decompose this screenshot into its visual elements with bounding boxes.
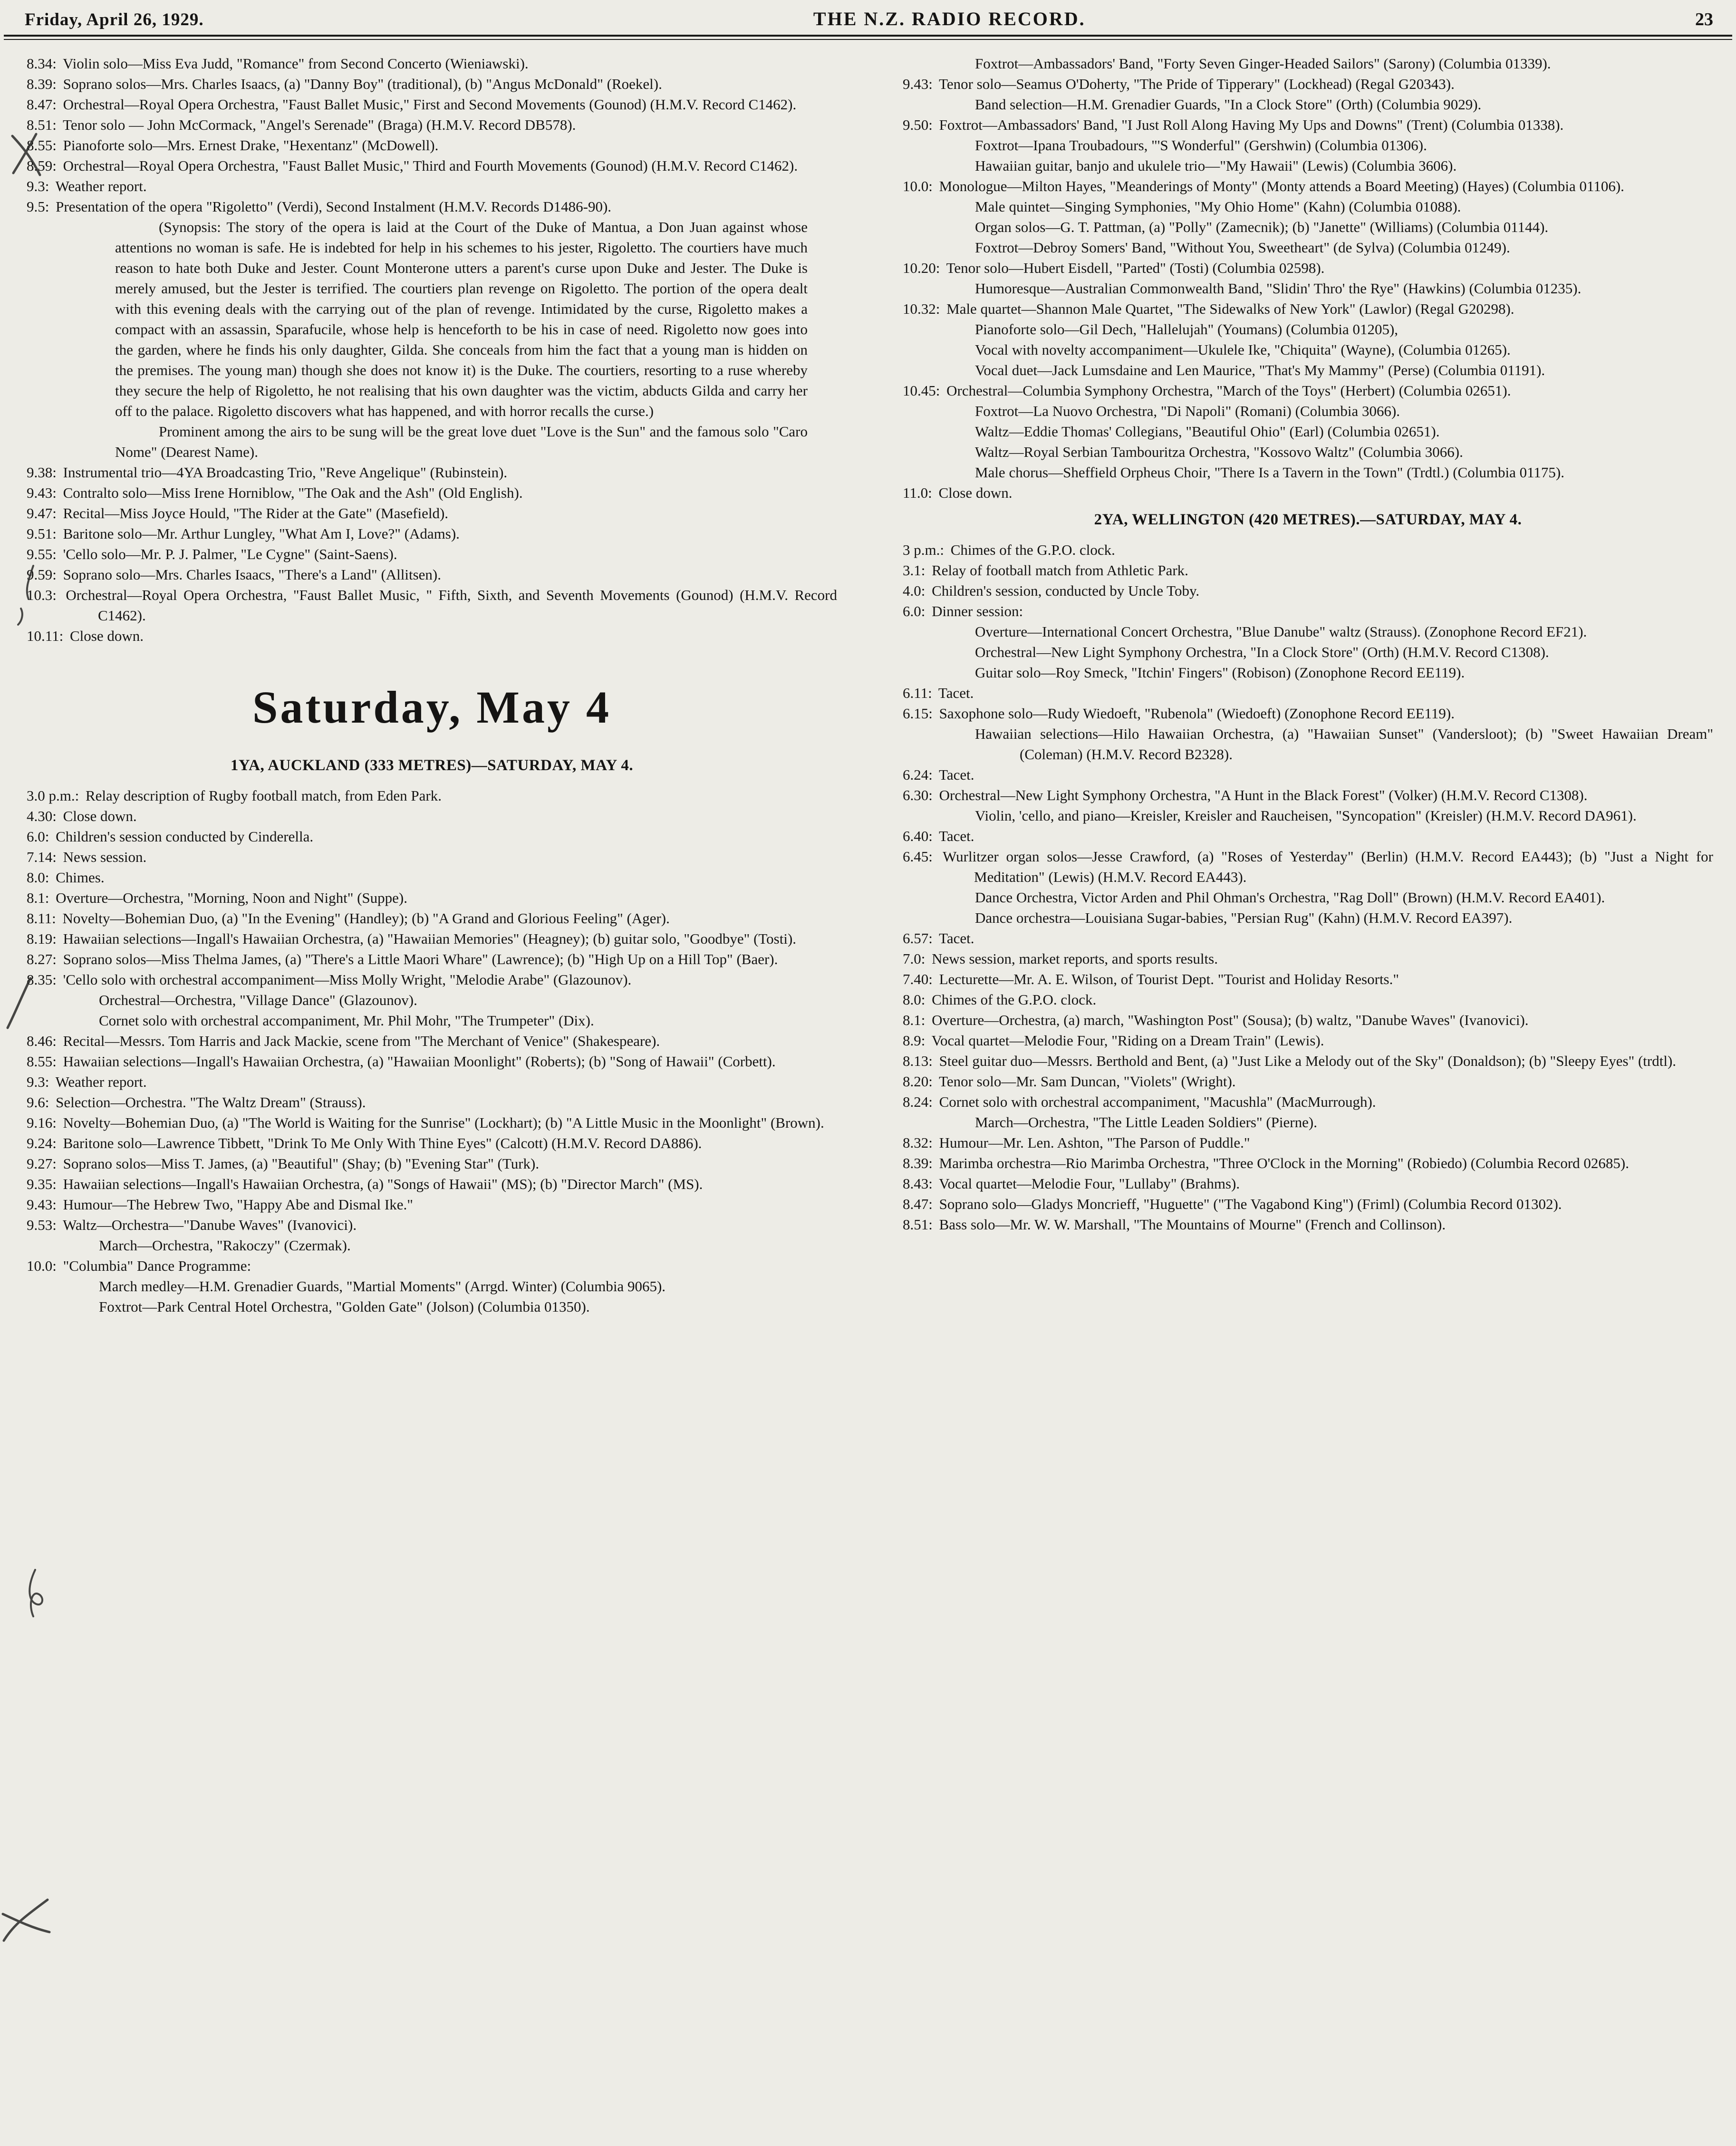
- entry-text: Bass solo—Mr. W. W. Marshall, "The Mountains of Mourne" (French and Collinson).: [939, 1216, 1446, 1233]
- left-column: [27, 53, 837, 1317]
- entry-time: 6.40:: [903, 828, 933, 844]
- entry-time: 8.59:: [27, 157, 57, 174]
- entry-time: 3 p.m.:: [903, 541, 944, 558]
- entry-text: Children's session, conducted by Uncle Toby.: [932, 582, 1200, 599]
- entry-time: 8.0:: [27, 869, 49, 886]
- programme-entry: [27, 155, 837, 176]
- entry-time: 9.43:: [27, 484, 57, 501]
- entry-text: "Columbia" Dance Programme:: [63, 1257, 251, 1274]
- programme-entry: [903, 74, 1713, 94]
- entry-text: Violin, 'cello, and piano—Kreisler, Kreisler and Raucheisen, "Syncopation" (Kreisler) (H.M.V. Record DA961).: [975, 807, 1637, 824]
- entry-text: Children's session conducted by Cinderella.: [56, 828, 314, 845]
- programme-entry: [27, 1194, 837, 1215]
- entry-time: 9.6:: [27, 1094, 49, 1111]
- masthead: [0, 0, 1736, 35]
- entry-text: Vocal with novelty accompaniment—Ukulele Ike, "Chiquita" (Wayne), (Columbia 01265).: [975, 341, 1511, 358]
- entry-text: News session.: [63, 849, 147, 865]
- entry-text: March—Orchestra, "The Little Leaden Soldiers" (Pierne).: [975, 1114, 1317, 1131]
- entry-time: 6.57:: [903, 930, 933, 947]
- header-rule-thick: [4, 35, 1732, 37]
- programme-entry: [115, 421, 808, 462]
- entry-text: Cornet solo with orchestral accompaniment, "Macushla" (MacMurrough).: [939, 1093, 1376, 1110]
- entry-time: 10.0:: [903, 178, 933, 194]
- programme-entry: [27, 74, 837, 94]
- page-number: 23: [1695, 10, 1713, 29]
- entry-text: Foxtrot—Debroy Somers' Band, "Without You, Sweetheart" (de Sylva) (Columbia 01249).: [975, 239, 1510, 256]
- programme-entry: [27, 1133, 837, 1153]
- entry-text: Prominent among the airs to be sung will be the great love duet "Love is the Sun" and the famous solo "Caro Nome" (Dearest Name).: [115, 423, 808, 460]
- programme-entry: [27, 1112, 837, 1133]
- entry-text: Relay of football match from Athletic Park.: [932, 562, 1188, 579]
- programme-entry: [903, 483, 1713, 503]
- programme-entry: [903, 683, 1713, 703]
- programme-entry: [903, 339, 1713, 360]
- programme-entry: [903, 969, 1713, 989]
- programme-entry: [27, 585, 837, 626]
- programme-entry: [27, 1256, 837, 1276]
- entry-time: 7.14:: [27, 849, 57, 865]
- entry-text: Weather report.: [55, 1073, 147, 1090]
- entry-text: Waltz—Orchestra—"Danube Waves" (Ivanovici).: [63, 1217, 357, 1233]
- entry-text: Selection—Orchestra. "The Waltz Dream" (Strauss).: [56, 1094, 366, 1111]
- entry-text: Close down.: [69, 628, 144, 644]
- entry-text: Male quartet—Shannon Male Quartet, "The Sidewalks of New York" (Lawlor) (Regal G20298).: [946, 300, 1514, 317]
- programme-entry: [27, 826, 837, 847]
- entry-text: Vocal duet—Jack Lumsdaine and Len Maurice, "That's My Mammy" (Perse) (Columbia 01191).: [975, 362, 1545, 378]
- entry-text: Pianoforte solo—Gil Dech, "Hallelujah" (Youmans) (Columbia 01205),: [975, 321, 1398, 338]
- entry-time: 8.46:: [27, 1033, 57, 1049]
- entry-text: Soprano solos—Miss T. James, (a) "Beautiful" (Shay; (b) "Evening Star" (Turk).: [63, 1155, 540, 1172]
- entry-text: Steel guitar duo—Messrs. Berthold and Bent, (a) "Just Like a Melody out of the Sky" (Donaldson); (b) "Sleepy Eyes" (trdtl).: [939, 1053, 1677, 1069]
- entry-text: Novelty—Bohemian Duo, (a) "The World is Waiting for the Sunrise" (Lockhart); (b) "A Little Music in the Moonlight" (Brown).: [63, 1114, 824, 1131]
- entry-text: Instrumental trio—4YA Broadcasting Trio, "Reve Angelique" (Rubinstein).: [63, 464, 508, 481]
- entry-time: 6.30:: [903, 787, 933, 803]
- programme-entry: [903, 155, 1713, 176]
- entry-text: Wurlitzer organ solos—Jesse Crawford, (a) "Roses of Yesterday" (Berlin) (H.M.V. Record EA443); (b) "Just a Night for Meditation" (Lewis) (H.M.V. Record EA443).: [943, 848, 1713, 885]
- programme-entry: [903, 1214, 1713, 1235]
- programme-entry: [903, 580, 1713, 601]
- entry-text: Vocal quartet—Melodie Four, "Lullaby" (Brahms).: [939, 1175, 1240, 1192]
- entry-text: Close down.: [938, 484, 1013, 501]
- entry-text: Vocal quartet—Melodie Four, "Riding on a Dream Train" (Lewis).: [931, 1032, 1324, 1049]
- entry-time: 9.55:: [27, 546, 57, 562]
- programme-entry: [115, 217, 808, 421]
- entry-text: Orchestral—Orchestra, "Village Dance" (Glazounov).: [99, 992, 417, 1008]
- entry-time: 8.27:: [27, 951, 57, 967]
- programme-entry: [27, 462, 837, 483]
- entry-time: 10.32:: [903, 300, 940, 317]
- entry-time: 8.43:: [903, 1175, 933, 1192]
- entry-time: 8.13:: [903, 1053, 933, 1069]
- entry-text: Orchestral—Columbia Symphony Orchestra, "March of the Toys" (Herbert) (Columbia 02651).: [946, 382, 1511, 399]
- programme-entry: [903, 887, 1713, 908]
- entry-time: 10.0:: [27, 1257, 57, 1274]
- entry-text: Hawaiian selections—Hilo Hawaiian Orchestra, (a) "Hawaiian Sunset" (Vandersloot); (b) "Sweet Hawaiian Dream" (Coleman) (H.M.V. Record B2328).: [975, 725, 1713, 763]
- programme-entry: [27, 483, 837, 503]
- programme-entry: [903, 1071, 1713, 1092]
- entry-text: Tacet.: [939, 828, 974, 844]
- entry-text: Orchestral—Royal Opera Orchestra, "Faust Ballet Music," First and Second Movements (Gounod) (H.M.V. Record C1462).: [63, 96, 797, 113]
- entry-text: Tacet.: [938, 685, 974, 701]
- entry-text: Dance orchestra—Louisiana Sugar-babies, "Persian Rug" (Kahn) (H.M.V. Record EA397).: [975, 909, 1513, 926]
- programme-entry: [903, 1194, 1713, 1214]
- programme-entry: [27, 888, 837, 908]
- programme-entry: [27, 564, 837, 585]
- programme-entry: [903, 421, 1713, 442]
- entry-text: Hawaiian selections—Ingall's Hawaiian Orchestra, (a) "Hawaiian Moonlight" (Roberts); (b) "Song of Hawaii" (Corbett).: [63, 1053, 776, 1070]
- entry-text: Close down.: [63, 808, 137, 824]
- entry-text: Male quintet—Singing Symphonies, "My Ohio Home" (Kahn) (Columbia 01088).: [975, 198, 1461, 215]
- entry-time: 8.39:: [27, 76, 57, 92]
- entry-time: 8.20:: [903, 1073, 933, 1090]
- entry-time: 6.0:: [903, 603, 926, 619]
- programme-entry: [903, 380, 1713, 401]
- pen-mark-squiggle: [0, 1895, 52, 1952]
- entry-time: 9.35:: [27, 1176, 57, 1192]
- programme-entry: [903, 1010, 1713, 1030]
- entry-time: 8.51:: [903, 1216, 933, 1233]
- programme-entry: [903, 135, 1713, 155]
- programme-entry: [27, 969, 837, 990]
- entry-text: Baritone solo—Mr. Arthur Lungley, "What Am I, Love?" (Adams).: [63, 525, 460, 542]
- entry-text: Humour—Mr. Len. Ashton, "The Parson of Puddle.": [939, 1134, 1250, 1151]
- entry-text: Relay description of Rugby football match, from Eden Park.: [85, 787, 442, 804]
- entry-text: Weather report.: [55, 178, 147, 194]
- entry-time: 9.53:: [27, 1217, 57, 1233]
- entry-time: 8.55:: [27, 137, 57, 154]
- programme-entry: [903, 196, 1713, 217]
- programme-entry: [27, 176, 837, 196]
- entry-time: 8.39:: [903, 1155, 933, 1171]
- programme-entry: [903, 948, 1713, 969]
- issue-date: Friday, April 26, 1929.: [25, 10, 204, 29]
- entry-text: Saxophone solo—Rudy Wiedoeft, "Rubenola" (Wiedoeft) (Zonophone Record EE119).: [939, 705, 1455, 722]
- entry-text: Orchestral—New Light Symphony Orchestra, "In a Clock Store" (Orth) (H.M.V. Record C1308).: [975, 644, 1549, 660]
- entry-time: 8.1:: [27, 889, 49, 906]
- programme-entry: [903, 601, 1713, 621]
- entry-time: 9.47:: [27, 505, 57, 522]
- entry-time: 8.51:: [27, 116, 57, 133]
- programme-entry: [27, 1276, 837, 1296]
- entry-time: 9.43:: [903, 76, 933, 92]
- programme-entry: [27, 867, 837, 888]
- programme-entry: [903, 217, 1713, 237]
- entry-time: 8.24:: [903, 1093, 933, 1110]
- entry-time: 9.43:: [27, 1196, 57, 1213]
- programme-entry: [903, 1112, 1713, 1132]
- entry-text: (Synopsis: The story of the opera is laid at the Court of the Duke of Mantua, a Don Juan against whose attentions no woman is safe. He is indebted for help in his schemes to his jester, Rigoletto. The courtiers have much reason to hate both Duke and Jester. Count Monterone utters a parent's curse upon Duke and Jester. The Duke is merely amused, but the Jester is terrified. The courtiers plan revenge on Rigoletto. The portion of the opera dealt with this evening deals with the carrying out of the plan of revenge. Intimidated by the curse, Rigoletto makes a compact with an assassin, Sparafucile, whose help is henceforth to be his in case of need. Rigoletto now goes into the garden, where he finds his only daughter, Gilda. She conceals from him the fact that a young man is hidden on the premises. The young man) though she does not know it) is the Duke. The courtiers, resorting to a ruse whereby they secure the help of Rigoletto, he not realising that his own daughter was the victim, abducts Gilda and carry her off to the palace. Rigoletto discovers what has happened, and with horror recalls the curse.): [115, 219, 808, 419]
- programme-entry: [903, 299, 1713, 319]
- entry-text: March—Orchestra, "Rakoczy" (Czermak).: [99, 1237, 351, 1254]
- entry-text: Cornet solo with orchestral accompaniment, Mr. Phil Mohr, "The Trumpeter" (Dix).: [99, 1012, 594, 1029]
- entry-text: March medley—H.M. Grenadier Guards, "Martial Moments" (Arrgd. Winter) (Columbia 9065).: [99, 1278, 666, 1295]
- entry-time: 8.47:: [903, 1196, 933, 1212]
- entry-text: Dinner session:: [932, 603, 1023, 619]
- programme-entry: [903, 846, 1713, 887]
- entry-text: Tenor solo—Seamus O'Doherty, "The Pride of Tipperary" (Lockhead) (Regal G20343).: [939, 76, 1455, 92]
- programme-entry: [903, 258, 1713, 278]
- programme-entry: [903, 278, 1713, 299]
- wellington-programme-section: [903, 540, 1713, 1235]
- entry-time: 8.32:: [903, 1134, 933, 1151]
- entry-text: 'Cello solo with orchestral accompaniment—Miss Molly Wright, "Melodie Arabe" (Glazounov).: [63, 971, 632, 988]
- entry-text: Chimes of the G.P.O. clock.: [932, 991, 1097, 1008]
- pen-mark-loop: [19, 1567, 52, 1619]
- programme-entry: [27, 1153, 837, 1174]
- entry-text: Marimba orchestra—Rio Marimba Orchestra, "Three O'Clock in the Morning" (Robiedo) (Columbia Record 02685).: [939, 1155, 1629, 1171]
- programme-entry: [27, 1174, 837, 1194]
- entry-time: 6.45:: [903, 848, 933, 865]
- programme-entry: [903, 319, 1713, 339]
- entry-text: Orchestral—New Light Symphony Orchestra, "A Hunt in the Black Forest" (Volker) (H.M.V. Record C1308).: [939, 787, 1588, 803]
- entry-text: Hawaiian guitar, banjo and ukulele trio—"My Hawaii" (Lewis) (Columbia 3606).: [975, 157, 1457, 174]
- entry-text: Foxtrot—Ambassadors' Band, "I Just Roll Along Having My Ups and Downs" (Trent) (Columbia 01338).: [939, 116, 1564, 133]
- programme-entry: [903, 1030, 1713, 1051]
- entry-time: 6.15:: [903, 705, 933, 722]
- programme-entry: [27, 1215, 837, 1235]
- entry-text: Chimes of the G.P.O. clock.: [950, 541, 1115, 558]
- auckland-programme-section: [27, 785, 837, 1317]
- entry-time: 10.20:: [903, 260, 940, 276]
- programme-entry: [903, 785, 1713, 805]
- programme-entry: [27, 908, 837, 928]
- programme-entry: [903, 401, 1713, 421]
- programme-entry: [27, 503, 837, 523]
- entry-text: Violin solo—Miss Eva Judd, "Romance" from Second Concerto (Wieniawski).: [63, 55, 529, 72]
- programme-entry: [27, 806, 837, 826]
- programme-entry: [903, 724, 1713, 764]
- programme-entry: [903, 1132, 1713, 1153]
- programme-entry: [903, 989, 1713, 1010]
- entry-time: 7.40:: [903, 971, 933, 987]
- entry-time: 8.9:: [903, 1032, 926, 1049]
- entry-text: Recital—Messrs. Tom Harris and Jack Mackie, scene from "The Merchant of Venice" (Shakespeare).: [63, 1033, 660, 1049]
- entry-text: Humour—The Hebrew Two, "Happy Abe and Dismal Ike.": [63, 1196, 413, 1213]
- entry-time: 9.50:: [903, 116, 933, 133]
- programme-entry: [27, 1092, 837, 1112]
- entry-text: Foxtrot—Ambassadors' Band, "Forty Seven Ginger-Headed Sailors" (Sarony) (Columbia 01339).: [975, 55, 1551, 72]
- entry-time: 10.3:: [27, 587, 57, 603]
- entry-text: Presentation of the opera "Rigoletto" (Verdi), Second Instalment (H.M.V. Records D1486-90).: [56, 198, 612, 215]
- programme-entry: [27, 949, 837, 969]
- entry-time: 7.0:: [903, 950, 926, 967]
- programme-entry: [903, 805, 1713, 826]
- entry-text: Overture—International Concert Orchestra, "Blue Danube" waltz (Strauss). (Zonophone Record EF21).: [975, 623, 1587, 640]
- entry-text: Humoresque—Australian Commonwealth Band, "Slidin' Thro' the Rye" (Hawkins) (Columbia 01235).: [975, 280, 1582, 297]
- entry-text: Soprano solo—Mrs. Charles Isaacs, "There's a Land" (Allitsen).: [63, 566, 441, 583]
- entry-text: Recital—Miss Joyce Hould, "The Rider at the Gate" (Masefield).: [63, 505, 449, 522]
- entry-time: 3.0 p.m.:: [27, 787, 79, 804]
- programme-entry: [903, 764, 1713, 785]
- entry-time: 8.47:: [27, 96, 57, 113]
- entry-time: 9.24:: [27, 1135, 57, 1151]
- programme-entry: [903, 662, 1713, 683]
- entry-text: Male chorus—Sheffield Orpheus Choir, "There Is a Tavern in the Town" (Trdtl.) (Columbia 01175).: [975, 464, 1564, 481]
- programme-entry: [27, 94, 837, 115]
- continued-programme-section: [27, 53, 837, 646]
- entry-text: Foxtrot—Ipana Troubadours, "'S Wonderful" (Gershwin) (Columbia 01306).: [975, 137, 1427, 154]
- programme-entry: [903, 360, 1713, 380]
- programme-entry: [903, 53, 1713, 74]
- programme-entry: [903, 621, 1713, 642]
- entry-time: 8.0:: [903, 991, 926, 1008]
- station-heading-1ya: 1YA, AUCKLAND (333 METRES)—SATURDAY, MAY 4.: [230, 757, 634, 774]
- entry-text: Baritone solo—Lawrence Tibbett, "Drink To Me Only With Thine Eyes" (Calcott) (H.M.V. Record DA886).: [63, 1135, 702, 1151]
- entry-time: 9.5:: [27, 198, 49, 215]
- day-heading: Saturday, May 4: [252, 682, 612, 733]
- programme-entry: [27, 523, 837, 544]
- entry-text: Orchestral—Royal Opera Orchestra, "Faust Ballet Music, " Fifth, Sixth, and Seventh Movements (Gounod) (H.M.V. Record C1462).: [66, 587, 837, 624]
- entry-text: Tenor solo—Hubert Eisdell, "Parted" (Tosti) (Columbia 02598).: [946, 260, 1325, 276]
- programme-entry: [903, 540, 1713, 560]
- entry-time: 9.59:: [27, 566, 57, 583]
- programme-entry: [903, 928, 1713, 948]
- entry-text: Novelty—Bohemian Duo, (a) "In the Evening" (Handley); (b) "A Grand and Glorious Feeling" (Ager).: [62, 910, 670, 927]
- programme-entry: [27, 115, 837, 135]
- entry-text: Contralto solo—Miss Irene Horniblow, "The Oak and the Ash" (Old English).: [63, 484, 523, 501]
- entry-time: 8.19:: [27, 930, 57, 947]
- entry-time: 9.51:: [27, 525, 57, 542]
- entry-time: 8.55:: [27, 1053, 57, 1070]
- entry-time: 8.11:: [27, 910, 56, 927]
- programme-entry: [27, 135, 837, 155]
- programme-entry: [27, 1296, 837, 1317]
- programme-entry: [27, 196, 837, 217]
- entry-text: Guitar solo—Roy Smeck, "Itchin' Fingers" (Robison) (Zonophone Record EE119).: [975, 664, 1465, 681]
- entry-text: Hawaiian selections—Ingall's Hawaiian Orchestra, (a) "Songs of Hawaii" (MS); (b) "Director March" (MS).: [63, 1176, 703, 1192]
- right-column: [903, 53, 1713, 1317]
- entry-time: 9.38:: [27, 464, 57, 481]
- entry-text: Lecturette—Mr. A. E. Wilson, of Tourist Dept. "Tourist and Holiday Resorts.": [939, 971, 1399, 987]
- columbia-programme-section: [903, 53, 1713, 503]
- programme-entry: [903, 826, 1713, 846]
- entry-time: 9.3:: [27, 178, 49, 194]
- entry-text: Waltz—Eddie Thomas' Collegians, "Beautiful Ohio" (Earl) (Columbia 02651).: [975, 423, 1440, 440]
- programme-entry: [27, 1031, 837, 1051]
- programme-entry: [27, 1051, 837, 1072]
- programme-entry: [27, 928, 837, 949]
- programme-entry: [27, 1235, 837, 1256]
- programme-entry: [903, 560, 1713, 580]
- programme-entry: [27, 990, 837, 1010]
- entry-text: Soprano solos—Miss Thelma James, (a) "There's a Little Maori Whare" (Lawrence); (b) "High Up on a Hill Top" (Baer).: [63, 951, 778, 967]
- programme-entry: [27, 626, 837, 646]
- entry-time: 9.3:: [27, 1073, 49, 1090]
- programme-entry: [903, 237, 1713, 258]
- entry-text: Monologue—Milton Hayes, "Meanderings of Monty" (Monty attends a Board Meeting) (Hayes) (Columbia 01106).: [939, 178, 1624, 194]
- entry-text: Overture—Orchestra, (a) march, "Washington Post" (Sousa); (b) waltz, "Danube Waves" (Ivanovici).: [932, 1012, 1529, 1028]
- entry-text: Dance Orchestra, Victor Arden and Phil Ohman's Orchestra, "Rag Doll" (Brown) (H.M.V. Record EA401).: [975, 889, 1605, 906]
- programme-entry: [903, 1153, 1713, 1173]
- programme-entry: [903, 462, 1713, 483]
- programme-entry: [903, 442, 1713, 462]
- entry-text: Orchestral—Royal Opera Orchestra, "Faust Ballet Music," Third and Fourth Movements (Gounod) (H.M.V. Record C1462).: [63, 157, 798, 174]
- entry-text: Tacet.: [939, 766, 974, 783]
- entry-text: Overture—Orchestra, "Morning, Noon and Night" (Suppe).: [56, 889, 407, 906]
- entry-text: 'Cello solo—Mr. P. J. Palmer, "Le Cygne" (Saint-Saens).: [63, 546, 397, 562]
- programme-entry: [903, 1092, 1713, 1112]
- entry-time: 11.0:: [903, 484, 932, 501]
- entry-text: Band selection—H.M. Grenadier Guards, "In a Clock Store" (Orth) (Columbia 9029).: [975, 96, 1482, 113]
- programme-entry: [903, 703, 1713, 724]
- programme-entry: [27, 785, 837, 806]
- entry-time: 4.0:: [903, 582, 926, 599]
- programme-entry: [27, 1010, 837, 1031]
- entry-text: Tacet.: [939, 930, 974, 947]
- page-columns: [0, 40, 1736, 1317]
- entry-time: 8.35:: [27, 971, 57, 988]
- entry-time: 10.11:: [27, 628, 64, 644]
- entry-text: News session, market reports, and sports results.: [932, 950, 1218, 967]
- entry-text: Foxtrot—La Nuovo Orchestra, "Di Napoli" (Romani) (Columbia 3066).: [975, 403, 1400, 419]
- programme-entry: [27, 544, 837, 564]
- entry-text: Soprano solo—Gladys Moncrieff, "Huguette" ("The Vagabond King") (Friml) (Columbia Record 01302).: [939, 1196, 1562, 1212]
- entry-time: 8.34:: [27, 55, 57, 72]
- programme-entry: [903, 1173, 1713, 1194]
- entry-time: 8.1:: [903, 1012, 926, 1028]
- entry-time: 6.0:: [27, 828, 49, 845]
- entry-text: Foxtrot—Park Central Hotel Orchestra, "Golden Gate" (Jolson) (Columbia 01350).: [99, 1298, 590, 1315]
- entry-text: Pianoforte solo—Mrs. Ernest Drake, "Hexentanz" (McDowell).: [63, 137, 439, 154]
- programme-entry: [27, 1072, 837, 1092]
- programme-entry: [903, 1051, 1713, 1071]
- programme-entry: [27, 53, 837, 74]
- entry-text: Organ solos—G. T. Pattman, (a) "Polly" (Zamecnik); (b) "Janette" (Williams) (Columbia 01144).: [975, 219, 1549, 235]
- programme-entry: [903, 176, 1713, 196]
- entry-text: Tenor solo — John McCormack, "Angel's Serenade" (Braga) (H.M.V. Record DB578).: [63, 116, 576, 133]
- entry-text: Chimes.: [56, 869, 105, 886]
- programme-entry: [903, 115, 1713, 135]
- entry-time: 10.45:: [903, 382, 940, 399]
- entry-text: Hawaiian selections—Ingall's Hawaiian Orchestra, (a) "Hawaiian Memories" (Heagney); (b) guitar solo, "Goodbye" (Tosti).: [63, 930, 797, 947]
- programme-entry: [903, 908, 1713, 928]
- entry-time: 6.24:: [903, 766, 933, 783]
- programme-entry: [27, 847, 837, 867]
- entry-time: 4.30:: [27, 808, 57, 824]
- entry-time: 3.1:: [903, 562, 926, 579]
- entry-time: 9.27:: [27, 1155, 57, 1172]
- publication-title: THE N.Z. RADIO RECORD.: [813, 8, 1086, 29]
- station-heading-2ya: 2YA, WELLINGTON (420 METRES).—SATURDAY, MAY 4.: [1094, 511, 1522, 528]
- entry-text: Waltz—Royal Serbian Tambouritza Orchestra, "Kossovo Waltz" (Columbia 3066).: [975, 444, 1463, 460]
- programme-entry: [903, 642, 1713, 662]
- entry-text: Soprano solos—Mrs. Charles Isaacs, (a) "Danny Boy" (traditional), (b) "Angus McDonald" (Roekel).: [63, 76, 662, 92]
- entry-time: 6.11:: [903, 685, 932, 701]
- programme-entry: [903, 94, 1713, 115]
- entry-text: Tenor solo—Mr. Sam Duncan, "Violets" (Wright).: [939, 1073, 1236, 1090]
- entry-time: 9.16:: [27, 1114, 57, 1131]
